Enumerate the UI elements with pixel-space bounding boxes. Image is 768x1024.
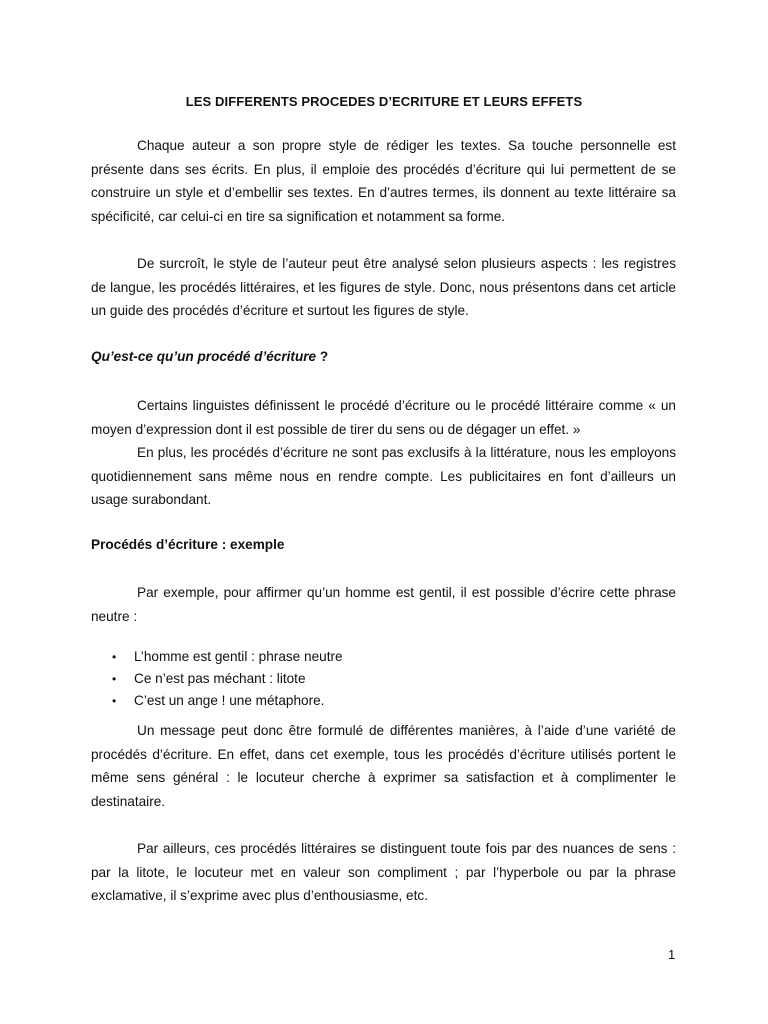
list-item	[112, 690, 343, 712]
heading-definition-mark: ?	[316, 349, 329, 364]
paragraph-intro: Chaque auteur a son propre style de rédiger les textes. Sa touche personnelle est présente dans ses écrits. En plus, il emploie des procédés d’écriture qui lui permettent de se construire un style et d’embellir ses textes. En d’autres termes, ils donnent au texte littéraire sa spécificité, car celui-ci en tire sa signification et notamment sa forme.	[91, 138, 676, 224]
bullet-icon: •	[112, 694, 117, 708]
heading-definition	[91, 349, 328, 364]
paragraph-daily-use: En plus, les procédés d’écriture ne sont pas exclusifs à la littérature, nous les employons quotidiennement sans même nous en rendre compte. Les publicitaires en font d’ailleurs un usage surabondant.	[91, 445, 676, 507]
paragraph-nuances: Par ailleurs, ces procédés littéraires se distinguent toute fois par des nuances de sens : par la litote, le locuteur met en valeur son compliment ; par l’hyperbole ou par la phrase exclamative, il s’exprime avec plus d’enthousiasme, etc.	[91, 841, 676, 903]
paragraph-definition: Certains linguistes définissent le procédé d’écriture ou le procédé littéraire comme « un moyen d’expression dont il est possible de tirer du sens ou de dégager un effet. »	[91, 398, 676, 437]
paragraph-message-variety: Un message peut donc être formulé de différentes manières, à l’aide d’une variété de procédés d’écriture. En effet, dans cet exemple, tous les procédés d’écriture utilisés portent le même sens général : le locuteur cherche à exprimer sa satisfaction et à complimenter le destinataire.	[91, 723, 676, 809]
paragraph-style-aspects: De surcroît, le style de l’auteur peut être analysé selon plusieurs aspects : les registres de langue, les procédés littéraires, et les figures de style. Donc, nous présentons dans cet article un guide des procédés d’écriture et surtout les figures de style.	[91, 256, 676, 318]
bullet-icon: •	[112, 672, 117, 686]
document-title: LES DIFFERENTS PROCEDES D’ECRITURE ET LEURS EFFETS	[185, 94, 583, 109]
list-item-text: L’homme est gentil : phrase neutre	[134, 649, 343, 664]
list-item	[112, 646, 343, 668]
heading-definition-text: Qu’est-ce qu’un procédé d’écriture	[91, 349, 317, 364]
paragraph-example-intro: Par exemple, pour affirmer qu’un homme est gentil, il est possible d’écrire cette phrase neutre :	[91, 585, 676, 624]
bullet-icon: •	[112, 650, 117, 664]
heading-example: Procédés d’écriture : exemple	[91, 537, 285, 552]
list-item	[112, 668, 343, 690]
page-number: 1	[668, 947, 676, 962]
list-item-text: C’est un ange ! une métaphore.	[134, 693, 325, 708]
list-item-text: Ce n’est pas méchant : litote	[134, 671, 306, 686]
example-list	[112, 646, 343, 712]
